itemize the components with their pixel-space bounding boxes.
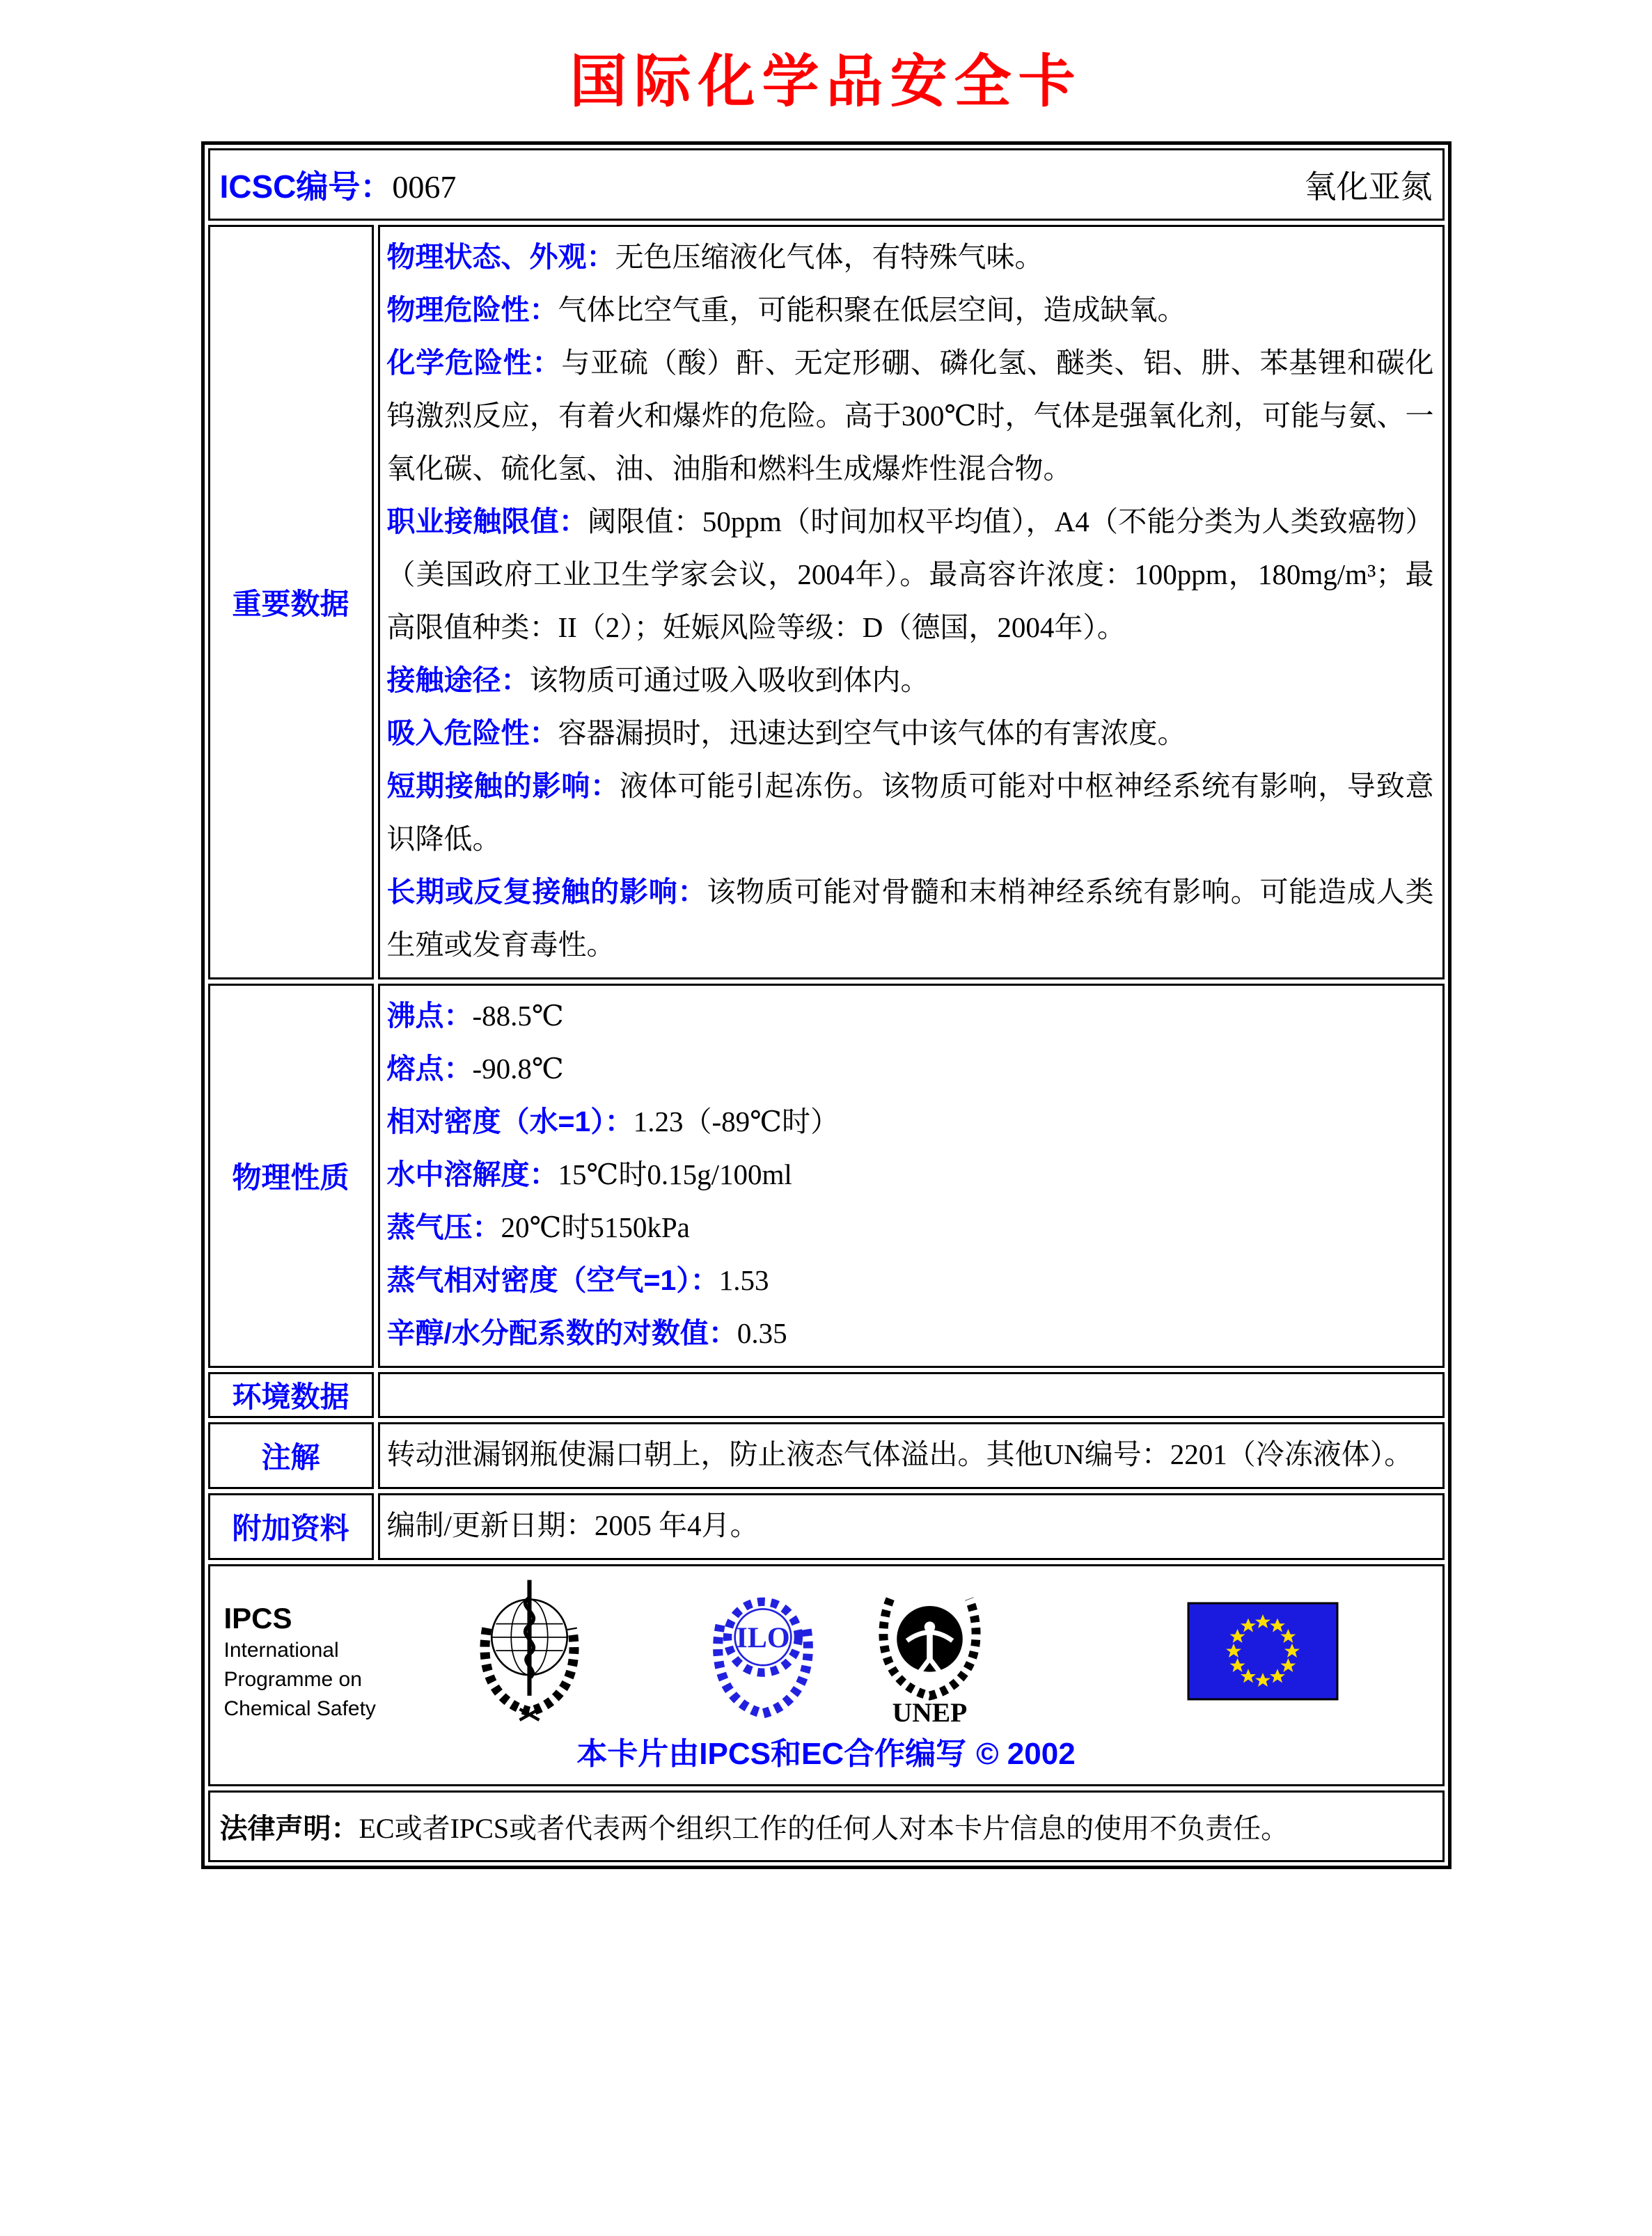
section-environmental-data xyxy=(208,1372,1445,1418)
field-boiling-point xyxy=(387,989,1434,1042)
environmental-data-content xyxy=(378,1372,1445,1418)
field-text: 1.53 xyxy=(718,1264,769,1296)
legal-notice-label: 法律声明： xyxy=(219,1813,359,1844)
field-label: 吸入危险性： xyxy=(386,717,558,749)
page-title: 国际化学品安全卡 xyxy=(569,50,1083,113)
icsc-number-label: ICSC编号： xyxy=(219,168,393,205)
section-important-data xyxy=(208,225,1445,979)
physical-properties-label: 物理性质 xyxy=(208,984,374,1368)
notes-label: 注解 xyxy=(208,1422,374,1489)
field-physical-state xyxy=(387,230,1434,283)
field-text: 气体比空气重，可能积聚在低层空间，造成缺氧。 xyxy=(558,294,1186,326)
field-label: 长期或反复接触的影响： xyxy=(386,876,707,908)
ipcs-text-block xyxy=(224,1576,423,1724)
field-label: 辛醇/水分配系数的对数值： xyxy=(386,1317,737,1349)
field-text: 阈限值：50ppm（时间加权平均值），A4（不能分类为人类致癌物）（美国政府工业卫生学家会议，2004年）。最高容许浓度：100ppm，180mg/m³；最高限值种类：II（2）；妊娠风险等级：D（德国，2004年）。 xyxy=(386,505,1434,643)
field-text: 容器漏损时，迅速达到空气中该气体的有害浓度。 xyxy=(558,717,1186,749)
logos-row xyxy=(208,1564,1445,1786)
field-label: 水中溶解度： xyxy=(386,1158,558,1190)
field-inhalation-risk xyxy=(387,707,1434,759)
field-text: 与亚硫（酸）酐、无定形硼、磷化氢、醚类、铝、肼、苯基锂和碳化钨激烈反应，有着火和爆炸的危险。高于300℃时，气体是强氧化剂，可能与氨、一氧化碳、硫化氢、油、油脂和燃料生成爆炸性混合物。 xyxy=(386,347,1434,485)
field-label: 相对密度（水=1）： xyxy=(386,1105,634,1137)
ipcs-subtitle-line: International xyxy=(223,1639,339,1662)
section-additional-info xyxy=(208,1493,1445,1560)
field-melting-point xyxy=(387,1042,1434,1095)
eu-flag-icon xyxy=(1187,1602,1339,1701)
unep-letters: UNEP xyxy=(892,1696,967,1726)
notes-text: 转动泄漏钢瓶使漏口朝上，防止液态气体溢出。其他UN编号：2201（冷冻液体）。 xyxy=(386,1438,1413,1470)
field-text: 该物质可能对骨髓和末梢神经系统有影响。可能造成人类生殖或发育毒性。 xyxy=(386,876,1434,961)
additional-info-content xyxy=(378,1493,1445,1560)
ilo-logo-icon xyxy=(700,1576,826,1726)
chemical-name: 氧化亚氮 xyxy=(1304,169,1433,205)
important-data-content xyxy=(378,225,1445,979)
ipcs-subtitle-line: Chemical Safety xyxy=(223,1697,376,1720)
caption-text: 本卡片由IPCS和EC合作编写 xyxy=(576,1737,967,1771)
logos-group xyxy=(224,1576,1429,1726)
icsc-header-row xyxy=(208,148,1445,221)
field-label: 化学危险性： xyxy=(386,347,562,379)
field-label: 短期接触的影响： xyxy=(386,770,620,802)
ipcs-subtitle-line: Programme on xyxy=(223,1668,362,1691)
ipcs-title: IPCS xyxy=(223,1602,292,1635)
field-label: 熔点： xyxy=(386,1053,473,1085)
field-text: 15℃时0.15g/100ml xyxy=(558,1158,792,1190)
field-text: 1.23（-89℃时） xyxy=(633,1105,840,1137)
field-text: 该物质可通过吸入吸收到体内。 xyxy=(529,664,929,696)
field-short-term-effects xyxy=(387,759,1434,865)
field-label: 沸点： xyxy=(386,1000,473,1032)
copyright-text: © 2002 xyxy=(976,1737,1076,1771)
field-text: 无色压缩液化气体，有特殊气味。 xyxy=(615,241,1044,273)
environmental-data-label: 环境数据 xyxy=(208,1372,374,1418)
legal-notice-text: EC或者IPCS或者代表两个组织工作的任何人对本卡片信息的使用不负责任。 xyxy=(359,1813,1289,1844)
icsc-number-group xyxy=(220,162,457,207)
field-label: 接触途径： xyxy=(386,664,530,696)
field-physical-danger xyxy=(387,283,1434,336)
additional-info-label: 附加资料 xyxy=(208,1493,374,1560)
legal-notice-row xyxy=(208,1790,1445,1862)
field-text: -90.8℃ xyxy=(472,1053,564,1085)
field-long-term-effects xyxy=(387,865,1434,971)
who-logo-icon xyxy=(469,1576,590,1726)
field-water-solubility xyxy=(387,1148,1434,1201)
field-exposure-routes xyxy=(387,654,1434,707)
cooperation-caption xyxy=(224,1729,1429,1773)
section-notes xyxy=(208,1422,1445,1489)
field-text: 0.35 xyxy=(737,1317,787,1349)
icsc-number-value: 0067 xyxy=(392,169,457,205)
important-data-label: 重要数据 xyxy=(208,225,374,979)
field-label: 蒸气相对密度（空气=1）： xyxy=(386,1264,719,1296)
notes-content xyxy=(378,1422,1445,1489)
field-vapor-relative-density xyxy=(387,1254,1434,1307)
field-text: -88.5℃ xyxy=(472,1000,564,1032)
section-physical-properties xyxy=(208,984,1445,1368)
field-chemical-danger xyxy=(387,336,1434,495)
field-label: 职业接触限值： xyxy=(386,505,588,537)
unep-logo-icon xyxy=(862,1576,998,1726)
icsc-card xyxy=(201,141,1452,1869)
field-text: 20℃时5150kPa xyxy=(501,1211,690,1243)
field-relative-density xyxy=(387,1095,1434,1148)
field-label: 蒸气压： xyxy=(386,1211,501,1243)
additional-info-text: 编制/更新日期：2005 年4月。 xyxy=(386,1509,759,1541)
field-text: 液体可能引起冻伤。该物质可能对中枢神经系统有影响，导致意识降低。 xyxy=(386,770,1434,855)
field-octanol-water-partition xyxy=(387,1307,1434,1360)
physical-properties-content xyxy=(378,984,1445,1368)
field-label: 物理危险性： xyxy=(386,294,558,326)
field-vapor-pressure xyxy=(387,1201,1434,1254)
field-occupational-limits xyxy=(387,495,1434,654)
field-label: 物理状态、外观： xyxy=(386,241,615,273)
ilo-letters: ILO xyxy=(735,1621,790,1655)
